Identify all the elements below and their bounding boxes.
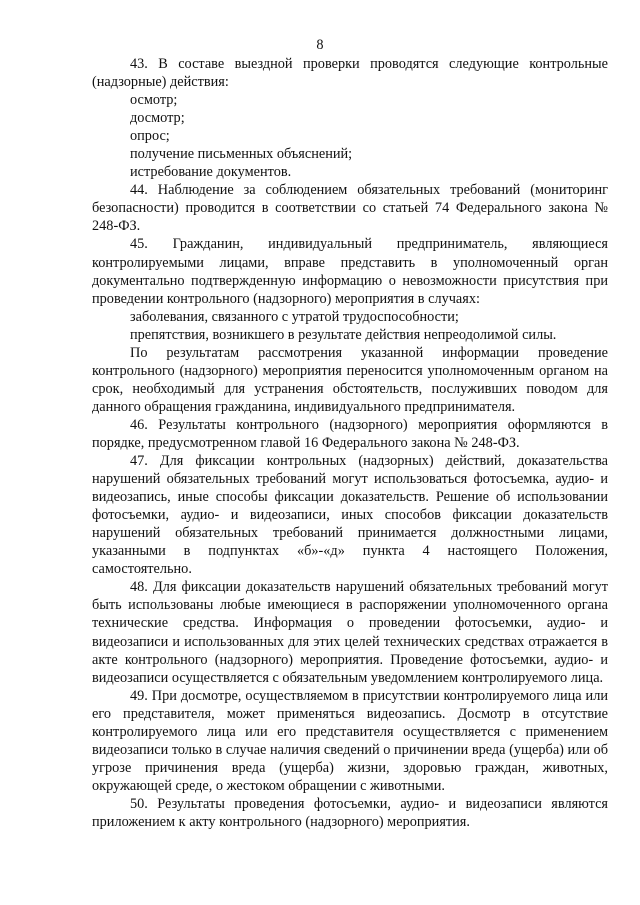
list-item: получение письменных объяснений; xyxy=(130,146,353,163)
list-item: досмотр; xyxy=(130,110,185,127)
paragraph-43: 43. В составе выездной проверки проводятся следующие контрольные (надзорные) действия: xyxy=(92,56,608,91)
list-item: заболевания, связанного с утратой трудоспособности; xyxy=(130,308,459,325)
paragraph-47: 47. Для фиксации контрольных (надзорных) действий, доказательства нарушений обязательных требований могут использоваться фотосъемка, аудио- и видеозапись, иные способы фиксации доказательств. Решение об использовании фотосъемки, аудио- и видеозаписи, иных способов фиксации доказательств нарушений обязательных требований принимается должностными лицами, указанными в подпунктах «б»-«д» пункта 4 настоящего Положения, самостоятельно. xyxy=(92,453,608,578)
paragraph-49: 49. При досмотре, осуществляемом в присутствии контролируемого лица или его представителя, может применяться видеозапись. Досмотр в отсутствие контролируемого лица или его представителя осуществляется с применением видеозаписи только в случае наличия сведений о причинении вреда (ущерба) или об угрозе причинения вреда (ущерба) жизни, здоровью граждан, животных, окружающей среде, о жестоком обращении с животными. xyxy=(92,687,608,794)
paragraph-45: 45. Гражданин, индивидуальный предприниматель, являющиеся контролируемыми лицами, вправе представить в уполномоченный орган документально подтвержденную информацию о невозможности присутствия при проведении контрольного (надзорного) мероприятия в случаях: xyxy=(92,236,608,307)
document-body xyxy=(92,55,608,831)
paragraph-48: 48. Для фиксации доказательств нарушений обязательных требований могут быть использованы любые имеющиеся в распоряжении уполномоченного органа технические средства. Информация о проведении фотосъемки, аудио- и видеозаписи и использованных для этих целей технических средствах отражается в акте контрольного (надзорного) мероприятия. Проведение фотосъемки, аудио- и видеозаписи осуществляется с обязательным уведомлением контролируемого лица. xyxy=(92,579,608,686)
page-number: 8 xyxy=(316,37,324,53)
paragraph-50: 50. Результаты проведения фотосъемки, аудио- и видеозаписи являются приложением к акту контрольного (надзорного) мероприятия. xyxy=(92,795,608,830)
paragraph-46: 46. Результаты контрольного (надзорного) мероприятия оформляются в порядке, предусмотренном главой 16 Федерального закона № 248-ФЗ. xyxy=(92,416,608,451)
list-item: опрос; xyxy=(130,128,170,145)
paragraph-44: 44. Наблюдение за соблюдением обязательных требований (мониторинг безопасности) проводится в соответствии со статьей 74 Федерального закона № 248-ФЗ. xyxy=(92,182,608,235)
list-item: осмотр; xyxy=(130,92,178,109)
list-item: истребование документов. xyxy=(130,164,292,181)
paragraph-45-continuation: По результатам рассмотрения указанной информации проведение контрольного (надзорного) мероприятия переносится уполномоченным органом на срок, необходимый для устранения обстоятельств, послуживших поводом для данного обращения гражданина, индивидуального предпринимателя. xyxy=(92,344,608,415)
list-item: препятствия, возникшего в результате действия непреодолимой силы. xyxy=(130,326,557,343)
